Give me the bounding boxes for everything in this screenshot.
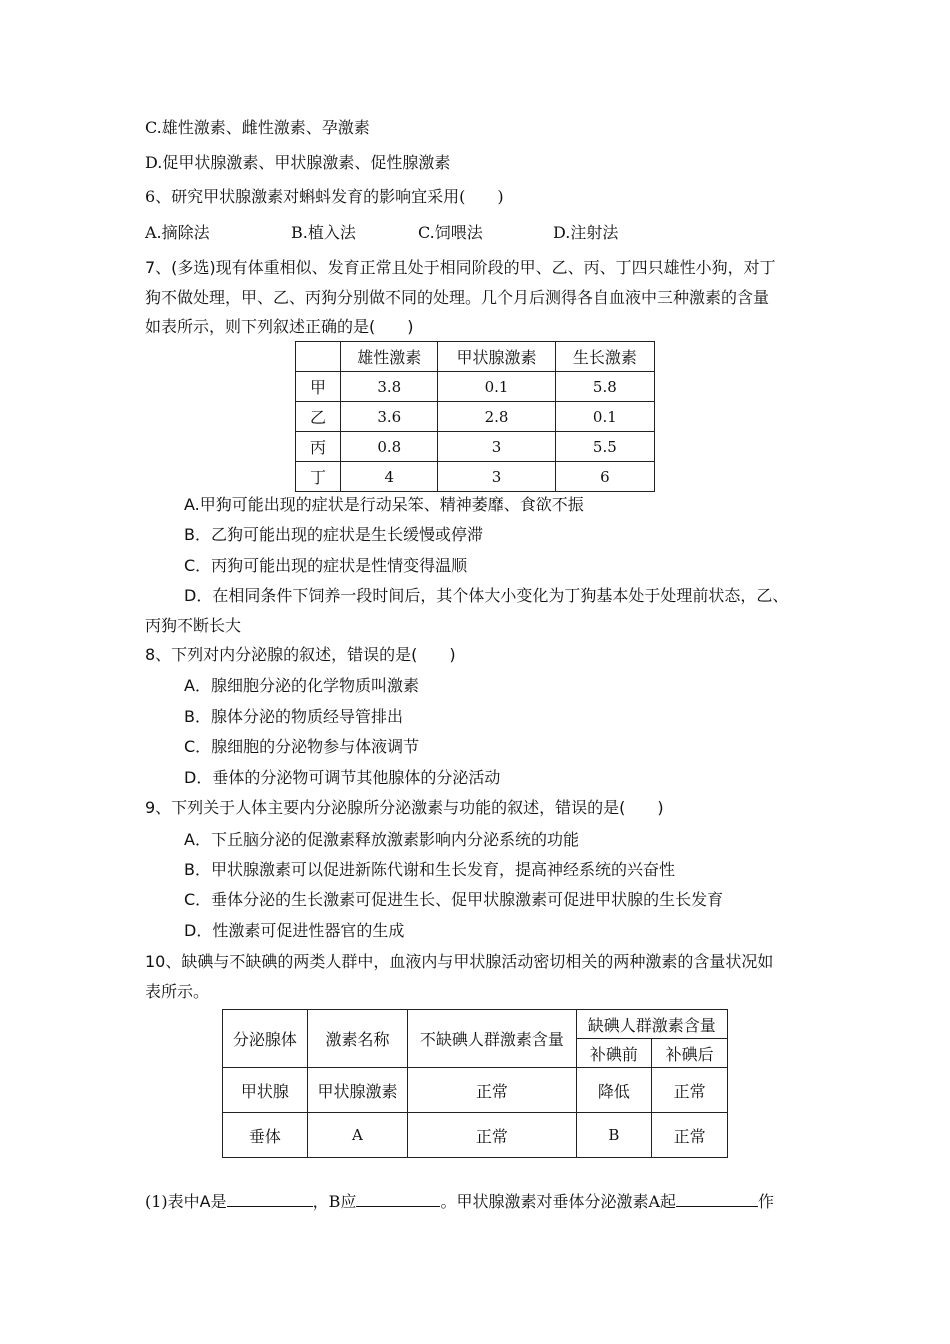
answer-blank[interactable] — [356, 1190, 440, 1207]
q10-sub1-text: B — [328, 1192, 341, 1211]
iodine-hormone-table — [222, 1009, 728, 1158]
table-cell: 0.1 — [555, 402, 654, 432]
table-header-cell: 补碘后 — [652, 1039, 728, 1068]
q10-sub1-text: A — [648, 1192, 661, 1211]
q5-option-d: D.促甲状腺激素、甲状腺激素、促性腺激素 — [145, 153, 451, 172]
q6-option-b: B.植入法 — [291, 223, 356, 242]
q7-stem-line1: 7、(多选)现有体重相似、发育正常且处于相同阶段的甲、乙、丙、丁四只雄性小狗，对丁 — [145, 258, 776, 277]
q6-stem: 6、研究甲状腺激素对蝌蚪发育的影响宜采用( ) — [145, 187, 504, 206]
q10-sub1-text: ， — [312, 1192, 329, 1211]
q8-option-b: B．腺体分泌的物质经导管排出 — [184, 707, 403, 726]
q6-option-d: D.注射法 — [553, 223, 619, 242]
q9-option-d: D．性激素可促进性器官的生成 — [184, 921, 405, 940]
q8-option-c: C．腺细胞的分泌物参与体液调节 — [184, 737, 420, 756]
q8-option-d: D．垂体的分泌物可调节其他腺体的分泌活动 — [184, 768, 501, 787]
table-cell: 3 — [438, 432, 555, 462]
q8-stem: 8、下列对内分泌腺的叙述，错误的是( ) — [145, 645, 456, 664]
table-cell: 丁 — [296, 462, 341, 492]
table-header-cell: 甲状腺激素 — [438, 342, 555, 372]
table-cell: 丙 — [296, 432, 341, 462]
table-cell: 0.8 — [341, 432, 438, 462]
q7-option-d-line2: 丙狗不断长大 — [145, 616, 242, 635]
table-cell: 0.1 — [438, 372, 555, 402]
table-cell: 乙 — [296, 402, 341, 432]
table-cell: 甲 — [296, 372, 341, 402]
q10-stem-line2: 表所示。 — [145, 982, 210, 1001]
table-cell: 6 — [555, 462, 654, 492]
table-cell: 正常 — [408, 1113, 576, 1158]
q6-option-c: C.饲喂法 — [418, 223, 483, 242]
q10-sub1-text: 应 — [340, 1192, 357, 1211]
table-cell: 4 — [341, 462, 438, 492]
q10-sub1-text: 。甲状腺激素对垂体分泌激素 — [440, 1192, 649, 1211]
table-cell: 5.5 — [555, 432, 654, 462]
q10-sub1-text: 作 — [758, 1192, 775, 1211]
table-cell: 甲状腺激素 — [307, 1068, 408, 1113]
table-row — [296, 402, 655, 432]
q10-sub1-text: A — [199, 1192, 211, 1211]
table-cell: 降低 — [576, 1068, 652, 1113]
table-header-cell: 分泌腺体 — [223, 1010, 308, 1068]
q9-option-c: C．垂体分泌的生长激素可促进生长、促甲状腺激素可促进甲状腺的生长发育 — [184, 890, 724, 909]
table-header-cell: 补碘前 — [576, 1039, 652, 1068]
q7-option-a: A.甲狗可能出现的症状是行动呆笨、精神萎靡、食欲不振 — [184, 495, 584, 514]
table-header-cell — [296, 342, 341, 372]
table-header-row — [296, 342, 655, 372]
hormone-table-dogs — [295, 341, 655, 492]
table-header-cell: 不缺碘人群激素含量 — [408, 1010, 576, 1068]
q7-option-b: B．乙狗可能出现的症状是生长缓慢或停滞 — [184, 525, 483, 544]
table-header-cell: 雄性激素 — [341, 342, 438, 372]
table-cell: B — [576, 1113, 652, 1158]
table-cell: 正常 — [652, 1068, 728, 1113]
table-cell: 3.8 — [341, 372, 438, 402]
q10-sub1-text: 是 — [210, 1192, 227, 1211]
table-row — [223, 1113, 728, 1158]
q6-option-a: A.摘除法 — [145, 223, 210, 242]
table-cell: 2.8 — [438, 402, 555, 432]
table-header-cell: 生长激素 — [555, 342, 654, 372]
answer-blank[interactable] — [227, 1190, 313, 1207]
q9-option-a: A．下丘脑分泌的促激素释放激素影响内分泌系统的功能 — [184, 830, 579, 849]
table-header-cell: 缺碘人群激素含量 — [576, 1010, 727, 1039]
table-cell: 垂体 — [223, 1113, 308, 1158]
table-cell: 5.8 — [555, 372, 654, 402]
table-cell: 正常 — [408, 1068, 576, 1113]
q9-stem: 9、下列关于人体主要内分泌腺所分泌激素与功能的叙述，错误的是( ) — [145, 798, 664, 817]
q7-option-d-line1: D．在相同条件下饲养一段时间后，其个体大小变化为丁狗基本处于处理前状态，乙、 — [184, 586, 789, 605]
table-row — [296, 372, 655, 402]
table-cell: 3 — [438, 462, 555, 492]
table-row — [296, 462, 655, 492]
table-cell: 甲状腺 — [223, 1068, 308, 1113]
table-cell: 3.6 — [341, 402, 438, 432]
q10-stem-line1: 10、缺碘与不缺碘的两类人群中，血液内与甲状腺活动密切相关的两种激素的含量状况如 — [145, 952, 774, 971]
q8-option-a: A．腺细胞分泌的化学物质叫激素 — [184, 676, 419, 695]
table-cell: A — [307, 1113, 408, 1158]
table-row — [296, 432, 655, 462]
q7-stem-line2: 狗不做处理，甲、乙、丙狗分别做不同的处理。几个月后测得各自血液中三种激素的含量 — [145, 288, 770, 307]
q7-option-c: C．丙狗可能出现的症状是性情变得温顺 — [184, 556, 468, 575]
table-row — [223, 1068, 728, 1113]
table-header-cell: 激素名称 — [307, 1010, 408, 1068]
table-header-row — [223, 1010, 728, 1039]
q9-option-b: B．甲状腺激素可以促进新陈代谢和生长发育，提高神经系统的兴奋性 — [184, 860, 675, 879]
q5-option-c: C.雄性激素、雌性激素、孕激素 — [145, 118, 370, 137]
q10-sub1-text: 起 — [660, 1192, 677, 1211]
q7-stem-line3: 如表所示，则下列叙述正确的是( ) — [145, 317, 414, 336]
q10-sub1 — [145, 1190, 774, 1213]
q10-sub1-text: (1)表中 — [145, 1192, 200, 1211]
answer-blank[interactable] — [676, 1190, 758, 1207]
table-cell: 正常 — [652, 1113, 728, 1158]
